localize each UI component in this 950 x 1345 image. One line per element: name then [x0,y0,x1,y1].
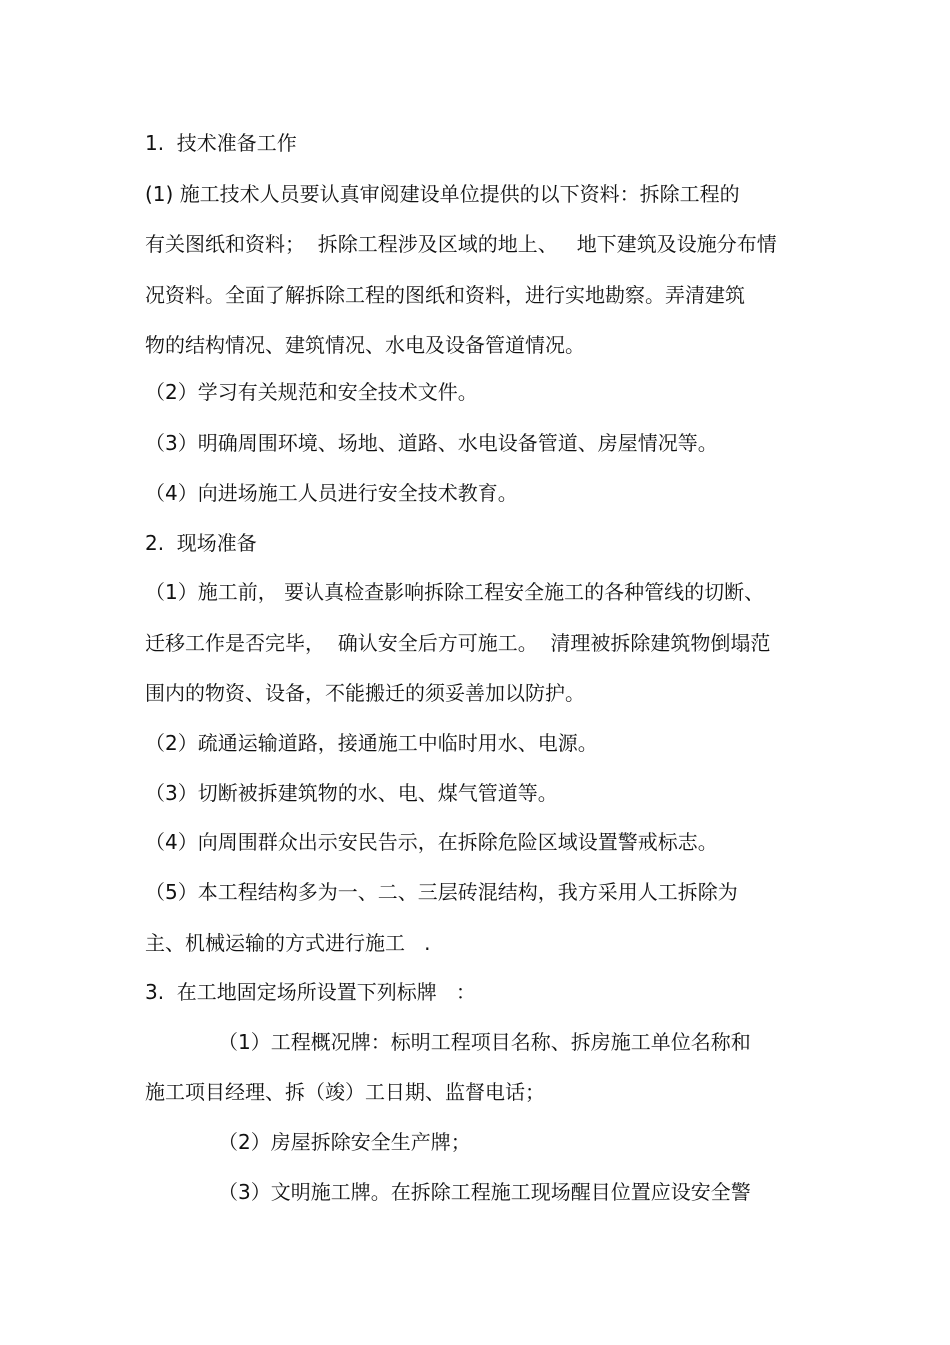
paragraph-line: 主、机械运输的方式进行施工 . [145,931,431,955]
paragraph-line: （2）房屋拆除安全生产牌； [218,1130,471,1154]
paragraph-line: （1）工程概况牌：标明工程项目名称、拆房施工单位名称和 [218,1030,751,1054]
paragraph-line: （3）切断被拆建筑物的水、电、煤气管道等。 [145,781,558,805]
paragraph-line: （3）明确周围环境、场地、道路、水电设备管道、房屋情况等。 [145,431,718,455]
paragraph-line: （2）疏通运输道路，接通施工中临时用水、电源。 [145,731,598,755]
paragraph-line: （4）向周围群众出示安民告示，在拆除危险区域设置警戒标志。 [145,830,718,854]
paragraph-line: 迁移工作是否完毕， 确认安全后方可施工。 清理被拆除建筑物倒塌范 [145,631,771,655]
paragraph-line: 施工项目经理、拆（竣）工日期、监督电话； [145,1080,545,1104]
section-heading-technical-prep: 1. 技术准备工作 [145,131,297,155]
paragraph-line: 物的结构情况、建筑情况、水电及设备管道情况。 [145,333,585,357]
paragraph-line: (1) 施工技术人员要认真审阅建设单位提供的以下资料：拆除工程的 [145,182,740,206]
section-heading-signboards: 3. 在工地固定场所设置下列标牌 ： [145,980,476,1004]
paragraph-line: （3）文明施工牌。在拆除工程施工现场醒目位置应设安全警 [218,1180,751,1204]
paragraph-line: （5）本工程结构多为一、二、三层砖混结构，我方采用人工拆除为 [145,880,738,904]
section-heading-site-prep: 2. 现场准备 [145,531,257,555]
paragraph-line: 围内的物资、设备，不能搬迁的须妥善加以防护。 [145,681,585,705]
paragraph-line: （1）施工前， 要认真检查影响拆除工程安全施工的各种管线的切断、 [145,580,765,604]
paragraph-line: （2）学习有关规范和安全技术文件。 [145,380,478,404]
paragraph-line: 有关图纸和资料； 拆除工程涉及区域的地上、 地下建筑及设施分布情 [145,232,777,256]
paragraph-line: 况资料。全面了解拆除工程的图纸和资料，进行实地勘察。弄清建筑 [145,283,745,307]
paragraph-line: （4）向进场施工人员进行安全技术教育。 [145,481,518,505]
